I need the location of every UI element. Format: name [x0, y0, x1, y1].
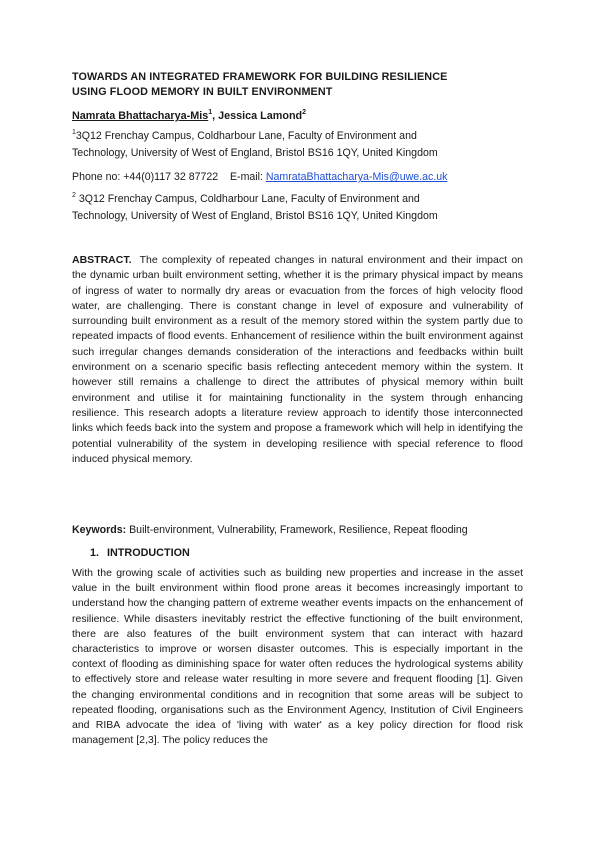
affiliation-2: [72, 191, 532, 225]
affiliation-2-line-2: Technology, University of West of England, Bristol BS16 1QY, United Kingdom: [72, 210, 438, 222]
abstract-label: ABSTRACT.: [72, 254, 132, 266]
author-1-affil-marker: 1: [208, 109, 213, 116]
affiliation-1: [72, 128, 532, 162]
section-title: INTRODUCTION: [107, 547, 190, 559]
affiliation-1-line-1: 3Q12 Frenchay Campus, Coldharbour Lane, Faculty of Environment and: [75, 130, 417, 142]
author-line: [72, 109, 306, 124]
paper-title: [72, 70, 532, 100]
contact-line: [72, 170, 447, 185]
phone-number: Phone no: +44(0)117 32 87722: [72, 171, 219, 183]
author-1-name: Namrata Bhattacharya-Mis: [72, 110, 209, 122]
affiliation-1-line-2: Technology, University of West of England, Bristol BS16 1QY, United Kingdom: [72, 147, 438, 159]
author-2-name: Jessica Lamond: [218, 110, 303, 122]
section-heading-introduction: [90, 546, 190, 561]
abstract: [72, 253, 523, 467]
section-number: 1.: [90, 547, 100, 559]
keywords-label: Keywords:: [72, 524, 127, 536]
abstract-body: The complexity of repeated changes in natural environment and their impact on the dynamic urban built environment setting, whether it is the primary physical impact by means of ingress of water to normally dry areas or evacuation from the forces of high velocity flood water, are challenging. There is constant change in level of exposure and vulnerability of surrounding built environment as a result of the memory stored within the system partly due to repeated impacts of flood events. Enhancement of resilience within the built environment against such irregular changes demands consideration of the interactions and feedbacks within built environment on a scenario specific basis reflecting antecedent memory within the system. It however still remains a challenge to direct the attributes of physical memory within built environment and utilise it for maintaining functionality in the system through enhancing resilience. This research adopts a literature review approach to identify those interconnected links which feeds back into the system and propose a framework which will help in identifying the potential vulnerability of the system in developing resilience with special reference to flood induced physical memory.: [72, 254, 524, 465]
affiliation-2-line-1: 3Q12 Frenchay Campus, Coldharbour Lane, Faculty of Environment and: [75, 193, 420, 205]
introduction-paragraph: With the growing scale of activities such as building new properties and increase in the asset value in the built environment within flood prone areas it becomes increasingly important to understand how the changing pattern of extreme weather events impacts on the enhancement of resilience. While disasters inevitably restrict the effective functioning of the built environment, there are also features of the built environment system that can interact with hazard characteristics to improve or worsen disaster outcomes. This is especially important in the context of flooding as diminishing space for water often reduces the hydrological systems ability to effectively store and release water resulting in more severe and frequent flooding [1]. Given the changing environmental conditions and in recognition that some areas will be subject to repeated flooding, organisations such as the Environment Agency, Institution of Civil Engineers and RIBA advocate the idea of 'living with water' as a key policy direction for flood risk management [2,3]. The policy reduces the: [72, 567, 523, 747]
title-line-1: TOWARDS AN INTEGRATED FRAMEWORK FOR BUILDING RESILIENCE: [72, 71, 448, 83]
keywords-list: Built-environment, Vulnerability, Framework, Resilience, Repeat flooding: [126, 524, 468, 536]
author-2-affil-marker: 2: [302, 109, 307, 116]
keywords: [72, 523, 468, 538]
email-label: E-mail:: [229, 171, 263, 183]
affiliation-1-marker: 1: [72, 129, 76, 136]
affiliation-2-marker: 2: [72, 192, 76, 199]
author-separator: ,: [212, 110, 219, 122]
title-line-2: USING FLOOD MEMORY IN BUILT ENVIRONMENT: [72, 86, 333, 98]
email-link[interactable]: NamrataBhattacharya-Mis@uwe.ac.uk: [265, 171, 448, 183]
